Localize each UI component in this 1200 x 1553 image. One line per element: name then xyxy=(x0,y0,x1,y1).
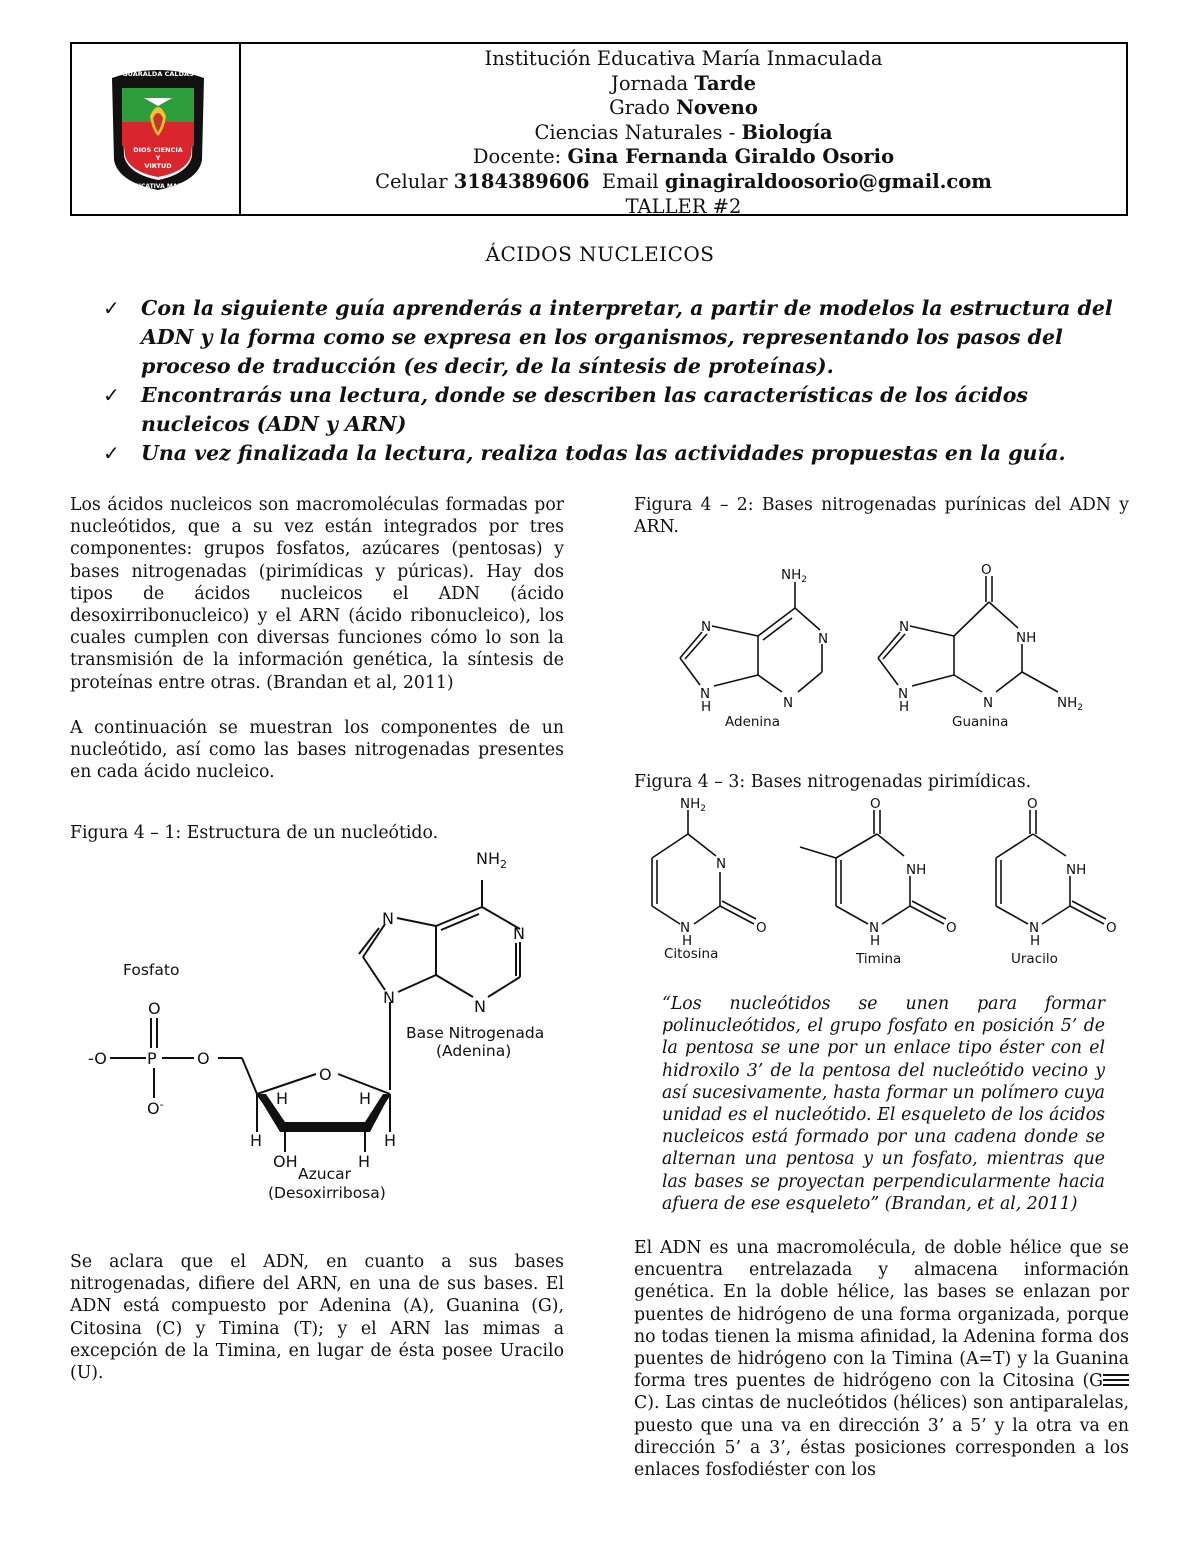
fig1-h-label: H xyxy=(358,1152,371,1171)
document-title: ÁCIDOS NUCLEICOS xyxy=(485,242,715,266)
uracil-nh: NH xyxy=(1066,862,1087,878)
checkmark-icon: ✓ xyxy=(103,441,120,465)
fig1-o-label: O xyxy=(319,1065,332,1084)
desoxirribosa-label: (Desoxirribosa) xyxy=(268,1184,386,1202)
adenina-label: (Adenina) xyxy=(436,1042,512,1060)
fig1-n-label: N xyxy=(383,988,395,1007)
logo-top-text: GUARALDA CALDAS xyxy=(122,70,194,78)
triple-bond-icon xyxy=(1103,1373,1129,1387)
quote-block: “Los nucleótidos se unen para formar polinucleótidos, el grupo fosfato en posición 5’ de la pentosa se une por un enlace tipo éster con el hidroxilo 3’ de la pentosa del nucleótido vecino y así sucesivamente, hasta formar un polímero cuya unidad es el nucleótido. El esqueleto de los ácidos nucleicos está formado por una cadena donde se alternan una pentosa y un fosfato, mientras que las bases se proyectan perpendicularmente hacia afuera de ese esqueleto” (Brandan, et al, 2011) xyxy=(662,994,1105,1214)
fig3-o-label: O xyxy=(756,920,767,936)
fig3-h-label: H xyxy=(870,933,881,949)
docente-line: Docente: Gina Fernanda Giraldo Osorio xyxy=(472,145,895,169)
header-info xyxy=(241,44,1126,218)
logo-motto-2: Y xyxy=(155,154,161,162)
fig1-n-label: N xyxy=(474,997,486,1016)
fig2-n-label: N xyxy=(700,686,711,702)
adenina-caption: Adenina xyxy=(725,714,781,730)
fig1-o-minus-bottom: O- xyxy=(147,1098,164,1118)
base-nitrogenada-label: Base Nitrogenada xyxy=(406,1024,545,1042)
fig1-n-label: N xyxy=(513,924,525,943)
thymine-nh: NH xyxy=(906,862,927,878)
left-paragraph-1: Los ácidos nucleicos son macromoléculas formadas por nucleótidos, que a su vez están integrados por tres componentes: grupos fosfatos, azúcares (pentosas) y bases nitrogenadas (pirimídicas y púricas). Hay dos tipos de ácidos nucleicos el ADN (ácido desoxirribonucleico) y el ARN (ácido ribonucleico), los cuales cumplen con diversas funciones cómo lo son la transmisión de la información genética, la síntesis de proteínas entre otras. (Brandan et al, 2011) xyxy=(70,495,564,693)
fig3-n-label: N xyxy=(680,920,691,936)
header-table xyxy=(70,42,1128,216)
timina-caption: Timina xyxy=(856,951,902,967)
area-line: Ciencias Naturales - Biología xyxy=(534,120,833,144)
logo-right-text: INMACULADA xyxy=(204,105,211,151)
fig3-n-label: N xyxy=(1029,920,1040,936)
left-paragraph-3: Se aclara que el ADN, en cuanto a sus bases nitrogenadas, difiere del ARN, en una de sus bases. El ADN está compuesto por Adenina (A), Guanina (G), Citosina (C) y Timina (T); y el ARN las mimas a excepción de la Timina, en lugar de ésta posee Uracilo (U). xyxy=(70,1252,564,1384)
fig2-n-label: N xyxy=(818,631,829,647)
fig3-o-label: O xyxy=(1106,920,1117,936)
fig1-nh2-label: $NH_2$ xyxy=(476,849,507,871)
grado-line: Grado Noveno xyxy=(609,96,758,120)
jornada-line: Jornada Tarde xyxy=(611,71,756,95)
guanine-nh2: $NH_2$ xyxy=(1057,695,1083,713)
fig3-h-label: H xyxy=(682,933,693,949)
taller-line: TALLER #2 xyxy=(625,194,742,218)
logo-left-text: INSTITUCION xyxy=(105,106,112,150)
objectives-list xyxy=(103,294,1133,468)
fig1-o-minus-label: -O xyxy=(88,1049,107,1068)
checkmark-icon: ✓ xyxy=(103,296,120,320)
fig1-h-label: H xyxy=(276,1089,289,1108)
nucleotide-structure-figure xyxy=(80,842,560,1212)
fig2-n-label: N xyxy=(899,619,910,635)
fig2-o-label: O xyxy=(981,562,992,578)
purine-bases-figure xyxy=(670,560,1100,735)
guanine-nh: NH xyxy=(1016,630,1037,646)
fig2-n-label: N xyxy=(783,695,794,711)
pyrimidine-bases-figure xyxy=(640,792,1130,972)
figure-4-2-caption: Figura 4 – 2: Bases nitrogenadas purínicas del ADN y ARN. xyxy=(634,495,1129,538)
azucar-label: Azucar xyxy=(298,1165,351,1183)
fig1-o-label: O xyxy=(148,999,161,1018)
fig2-n-label: N xyxy=(983,695,994,711)
fig2-h-label: H xyxy=(899,699,910,715)
fig1-n-label: N xyxy=(382,909,394,928)
uracilo-caption: Uracilo xyxy=(1011,951,1058,967)
guanina-caption: Guanina xyxy=(952,714,1009,730)
fig1-oh-label: OH xyxy=(273,1152,298,1171)
fig3-h-label: H xyxy=(1030,933,1041,949)
fig2-n-label: N xyxy=(898,686,909,702)
left-paragraph-2: A continuación se muestran los componentes de un nucleótido, así como las bases nitrogenadas presentes en cada ácido nucleico. xyxy=(70,718,564,783)
fosfato-label: Fosfato xyxy=(123,961,180,979)
fig2-h-label: H xyxy=(701,699,712,715)
fig1-p-label: P xyxy=(147,1049,157,1068)
fig3-o-label: O xyxy=(1027,796,1038,812)
fig1-h-label: H xyxy=(384,1131,397,1150)
figure-4-3-caption: Figura 4 – 3: Bases nitrogenadas pirimídicas. xyxy=(634,772,1032,792)
fig3-n-label: N xyxy=(869,920,880,936)
logo-motto-1: DIOS CIENCIA xyxy=(133,146,183,154)
citosina-caption: Citosina xyxy=(664,946,719,962)
objective-item: ✓ Con la siguiente guía aprenderás a interpretar, a partir de modelos la estructura del ADN y la forma como se expresa en los organismos, representando los pasos del proceso de traducción (es decir, de la síntesis de proteínas). xyxy=(103,296,1113,378)
fig3-o-label: O xyxy=(870,796,881,812)
right-paragraph-dna: El ADN es una macromolécula, de doble hélice que se encuentra entrelazada y almacena información genética. En la doble hélice, las bases se enlazan por puentes de hidrógeno de una forma organizada, porque no todas tienen la misma afinidad, la Adenina forma dos puentes de hidrógeno con la Timina (A=T) y la Guanina forma tres puentes de hidrógeno con la Citosina (G C). Las cintas de nucleótidos (hélices) son antiparalelas, puesto que una va en dirección 3’ a 5’ y la otra va en dirección 5’ a 3’, éstas posiciones corresponden a los enlaces fosfodiéster con los xyxy=(634,1238,1129,1481)
fig1-o-label: O xyxy=(197,1049,210,1068)
objective-item: ✓ Una vez finalizada la lectura, realiza todas las actividades propuestas en la guía. xyxy=(103,439,1133,468)
institution-name: Institución Educativa María Inmaculada xyxy=(484,47,883,70)
figure-4-1-caption: Figura 4 – 1: Estructura de un nucleótido. xyxy=(70,823,439,843)
school-shield-logo xyxy=(98,64,218,194)
contact-line: Celular 3184389606 Email ginagiraldoosorio@gmail.com xyxy=(375,169,992,193)
objective-item: ✓ Encontrarás una lectura, donde se describen las características de los ácidos nucleicos (ADN y ARN) xyxy=(103,383,1028,436)
fig1-h-label: H xyxy=(359,1089,372,1108)
logo-bottom-text: EDUCATIVA MARIA xyxy=(127,183,189,190)
logo-motto-3: VIRTUD xyxy=(144,162,172,170)
fig3-n-label: N xyxy=(716,856,727,872)
checkmark-icon: ✓ xyxy=(103,383,120,407)
fig1-h-label: H xyxy=(250,1131,263,1150)
fig2-n-label: N xyxy=(701,619,712,635)
fig3-o-label: O xyxy=(946,920,957,936)
cytosine-nh2: $NH_2$ xyxy=(680,796,706,814)
adenine-nh2: $NH_2$ xyxy=(781,567,807,585)
logo-cell xyxy=(72,44,241,214)
